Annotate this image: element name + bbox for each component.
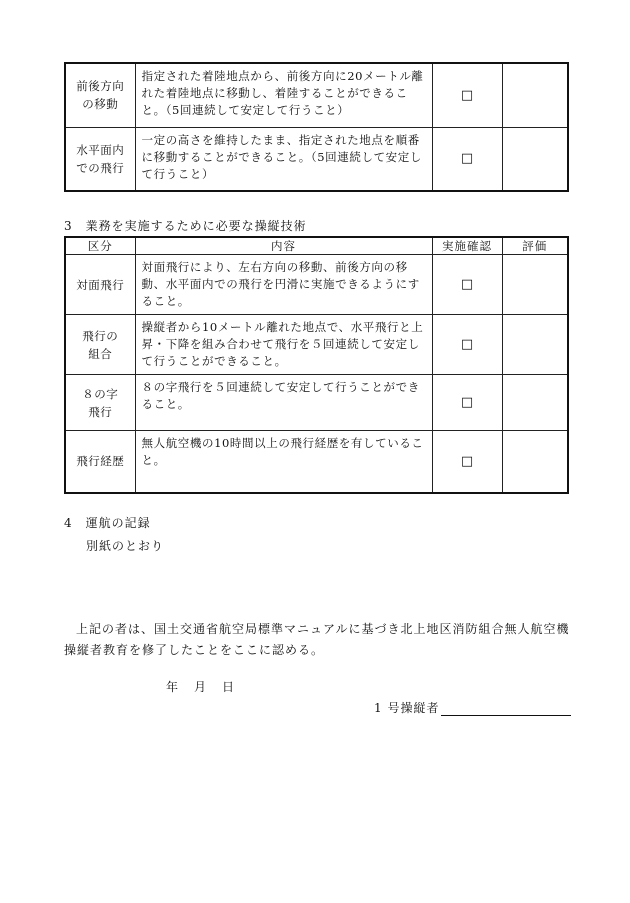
- category-line: 組合: [88, 346, 113, 361]
- header-check: 実施確認: [432, 237, 502, 255]
- row-content: 指定された着陸地点から、前後方向に20メートル離れた着陸地点に移動し、着陸することができること。（5回連続して安定して行うこと）: [135, 63, 432, 127]
- row-category: [65, 127, 135, 191]
- check-box[interactable]: □: [432, 431, 502, 493]
- evaluation-cell[interactable]: [502, 431, 568, 493]
- date-line: 年 月 日: [166, 680, 237, 694]
- row-content: 一定の高さを維持したまま、指定された地点を順番に移動することができること。（5回連続して安定して行うこと）: [135, 127, 432, 191]
- category-line: 飛行の: [82, 328, 119, 343]
- check-box[interactable]: □: [432, 315, 502, 375]
- row-category: [65, 431, 135, 493]
- header-category: 区分: [65, 237, 135, 255]
- row-content: 無人航空機の10時間以上の飛行経歴を有していること。: [135, 431, 432, 493]
- category-line: 対面飛行: [76, 277, 125, 292]
- row-content: ８の字飛行を５回連続して安定して行うことができること。: [135, 375, 432, 431]
- category-line: 飛行: [88, 404, 113, 419]
- category-line: での飛行: [76, 160, 125, 175]
- check-box[interactable]: □: [432, 127, 502, 191]
- section4-body: 別紙のとおり: [86, 539, 165, 553]
- table-row: [65, 127, 568, 191]
- check-box[interactable]: □: [432, 375, 502, 431]
- operation-skills-table: [64, 236, 569, 494]
- header-content: 内容: [135, 237, 432, 255]
- category-line: 飛行経歴: [76, 454, 125, 469]
- signature-line: [374, 699, 571, 716]
- table-row: [65, 315, 568, 375]
- category-line: の移動: [82, 97, 119, 112]
- row-category: [65, 315, 135, 375]
- row-content: 対面飛行により、左右方向の移動、前後方向の移動、水平面内での飛行を円滑に実施できるようにすること。: [135, 255, 432, 315]
- table-row: [65, 431, 568, 493]
- row-content: 操縦者から10メートル離れた地点で、水平飛行と上昇・下降を組み合わせて飛行を５回連続して安定して行うことができること。: [135, 315, 432, 375]
- evaluation-cell[interactable]: [502, 255, 568, 315]
- certification-text: 上記の者は、国土交通省航空局標準マニュアルに基づき北上地区消防組合無人航空機操縦者教育を修了したことをここに認める。: [64, 622, 570, 657]
- row-category: [65, 63, 135, 127]
- header-eval: 評価: [502, 237, 568, 255]
- evaluation-cell[interactable]: [502, 63, 568, 127]
- section4-title: 4 運航の記録: [64, 516, 151, 530]
- row-category: [65, 375, 135, 431]
- table-row: [65, 255, 568, 315]
- evaluation-cell[interactable]: [502, 127, 568, 191]
- category-line: 前後方向: [76, 79, 125, 94]
- row-category: [65, 255, 135, 315]
- check-box[interactable]: □: [432, 255, 502, 315]
- signature-field: [441, 703, 571, 716]
- evaluation-cell[interactable]: [502, 375, 568, 431]
- section3-title: 3 業務を実施するために必要な操縦技術: [64, 219, 307, 233]
- skills-table-continued: [64, 62, 569, 192]
- category-line: 水平面内: [76, 142, 125, 157]
- check-box[interactable]: □: [432, 63, 502, 127]
- table-row: [65, 375, 568, 431]
- evaluation-cell[interactable]: [502, 315, 568, 375]
- category-line: ８の字: [82, 386, 119, 401]
- table-row: [65, 63, 568, 127]
- signature-label: 1 号操縦者: [374, 701, 440, 715]
